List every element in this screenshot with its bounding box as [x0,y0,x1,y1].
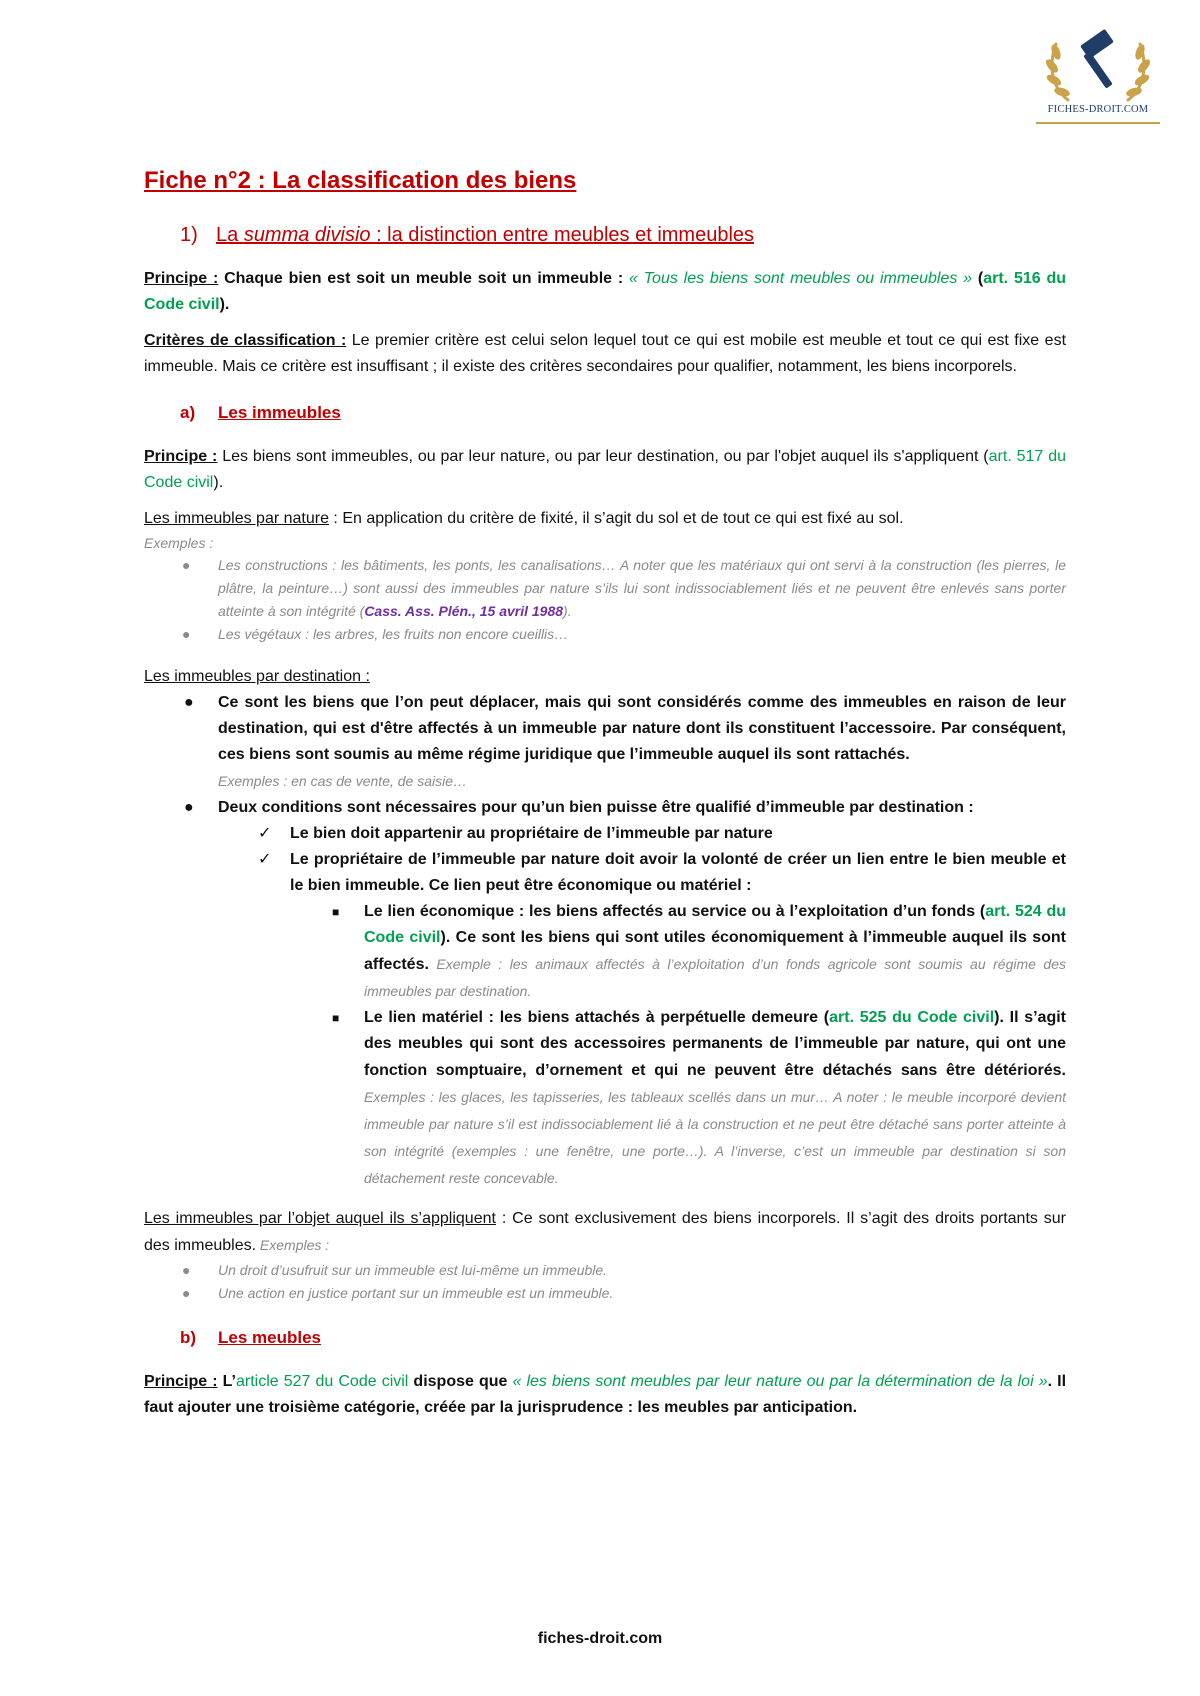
list-item [144,623,1066,646]
legal-reference: art. 524 du Code civil [364,903,1066,946]
paren-close: ). [213,474,224,491]
bullet-icon: ● [184,694,194,711]
principe-text: dispose que [408,1373,513,1390]
conditions-list [144,821,1066,899]
destination-heading [144,664,1066,690]
example-text: Exemples : les glaces, les tapisseries, les tableaux scellés dans un mur… A noter : le meuble incorporé devient immeuble par nature s’il est indissociablement lié à la construction et ne peut être détaché sans porter atteinte à son intégrité (exemples : une fenêtre, une porte…). A l’inverse, c’est un immeuble par destination si son détachement reste concevable. [364,1089,1066,1186]
principe-label: Principe : [144,448,218,465]
nature-paragraph [144,506,1066,532]
checkmark-icon: ✓ [258,851,272,868]
nature-examples-list [144,554,1066,646]
legal-reference: art. 516 du Code civil [144,270,1066,313]
bullet-icon: ● [182,1285,191,1301]
condition-text: Le bien doit appartenir au propriétaire de l’immeuble par nature [290,825,773,842]
checkmark-icon: ✓ [258,825,272,842]
lien-list [144,899,1066,1192]
principe-text-end: . Il faut ajouter une troisième catégorie, créée par la jurisprudence : les meubles par anticipation. [144,1373,1067,1416]
list-item [144,1005,1066,1192]
principe-text: L’ [217,1373,236,1390]
legal-reference: art. 517 du Code civil [144,448,1067,491]
paren-close: ). [563,603,572,619]
section-title-pre: La [216,224,244,246]
criteres-text: Le premier critère est celui selon lequel tout ce qui est mobile est meuble et tout ce qui est fixe est immeuble. Mais ce critère est insuffisant ; il existe des critères secondaires pour qualifier, notamment, les biens incorporels. [144,332,1067,375]
objet-examples-list [144,1259,1066,1305]
gavel-laurel-icon [1030,22,1166,134]
lien-text: Le lien matériel : les biens attachés à perpétuelle demeure ( [364,1009,830,1026]
objet-paragraph [144,1206,1066,1259]
examples-label: Exemples : [144,535,214,551]
example-text: Les végétaux : les arbres, les fruits non encore cueillis… [218,626,569,642]
section-number: 1) [180,224,198,246]
list-item [144,554,1066,623]
examples-label: Exemples : [256,1237,330,1253]
destination-list [144,690,1066,821]
example-text: Exemples : en cas de vente, de saisie… [218,773,468,789]
lien-text-end: ). Il s’agit des meubles qui sont des accessoires permanents de l’immeuble par nature, qui ont une fonction somptuaire, d’ornement et qui ne peuvent être détachés sans être détériorés. [364,1009,1066,1079]
principe-quote: « les biens sont meubles par leur nature ou par la détermination de la loi » [512,1373,1048,1390]
nature-text: : En application du critère de fixité, il s’agit du sol et de tout ce qui est fixé au sol. [328,510,904,527]
document-content [144,160,1066,1431]
section-b-heading [180,1325,1066,1351]
objet-text: : Ce sont exclusivement des biens incorporels. Il s’agit des droits portants sur des immeubles. [144,1210,1066,1254]
nature-label: Les immeubles par nature [144,510,329,527]
criteres-paragraph [144,328,1066,380]
section-title: Les meubles [218,1328,321,1347]
principe-text: Les biens sont immeubles, ou par leur nature, ou par leur destination, ou par l'objet auquel ils s'appliquent ( [217,448,989,465]
example-text: Les constructions : les bâtiments, les ponts, les canalisations… A noter que les matériaux qui ont servi à la construction (les pierres, le plâtre, la peinture…) sont aussi des immeubles par nature s’ils lui sont indissociablement liés et ne peuvent être enlevés sans porter atteinte à son intégrité ( [218,557,1066,619]
bullet-icon: ● [182,1262,191,1278]
list-item [144,847,1066,899]
principe-paragraph [144,266,1066,318]
section-title-italic: summa divisio [243,224,371,246]
page-footer: fiches-droit.com [537,1630,663,1647]
section-title: Les immeubles [218,403,341,422]
logo-divider [1036,122,1160,124]
meubles-principe-paragraph [144,1369,1066,1421]
principe-quote: « Tous les biens sont meubles ou immeubles » [629,270,973,287]
list-item [144,821,1066,847]
principe-text: Chaque bien est soit un meuble soit un immeuble : [218,270,630,287]
list-item [144,1259,1066,1282]
principe-label: Principe : [144,270,219,287]
destination-label: Les immeubles par destination : [144,668,370,685]
list-item [144,899,1066,1005]
list-item [144,690,1066,795]
legal-reference: article 527 du Code civil [235,1373,409,1390]
list-item [144,1282,1066,1305]
case-reference: Cass. Ass. Plén., 15 avril 1988 [364,603,564,619]
paren-close: ). [219,296,230,313]
example-text: Exemple : les animaux affectés à l’exploitation d’un fonds agricole sont soumis au régime des immeubles par destination. [364,956,1066,999]
section-number: a) [180,403,196,422]
point-text: Ce sont les biens que l’on peut déplacer, mais qui sont considérés comme des immeubles en raison de leur destination, qui est d'être affectés à un immeuble par nature dont ils constituent l’accessoire. Par conséquent, ces biens sont soumis au même régime juridique que l’immeuble auquel ils sont rattachés. [218,694,1066,763]
point-text: Deux conditions sont nécessaires pour qu’un bien puisse être qualifié d’immeuble par destination : [218,799,974,816]
legal-reference: art. 525 du Code civil [829,1009,995,1026]
lien-text-end: ). Ce sont les biens qui sont utiles économiquement à l’immeuble auquel ils sont affectés. [364,929,1067,973]
example-text: Un droit d’usufruit sur un immeuble est lui-même un immeuble. [218,1262,608,1278]
objet-label: Les immeubles par l’objet auquel ils s’appliquent [144,1210,496,1227]
page-title: Fiche n°2 : La classification des biens [144,167,577,194]
section-a-heading [180,400,1066,426]
section-number: b) [180,1328,197,1347]
section-title [216,222,754,248]
bullet-icon: ● [182,626,191,642]
section-title-post: : la distinction entre meubles et immeubles [370,224,755,246]
square-bullet-icon: ■ [332,905,340,919]
bullet-icon: ● [182,557,191,573]
criteres-label: Critères de classification : [144,332,347,349]
list-item [144,795,1066,821]
bullet-icon: ● [184,799,194,816]
paren-open: ( [972,270,984,287]
principe-label: Principe : [144,1373,218,1390]
square-bullet-icon: ■ [332,1011,340,1025]
lien-text: Le lien économique : les biens affectés au service ou à l’exploitation d’un fonds ( [364,903,986,920]
section-1-heading [180,222,1066,248]
example-text: Une action en justice portant sur un immeuble est un immeuble. [218,1285,614,1301]
immeubles-principe-paragraph [144,444,1066,496]
condition-text: Le propriétaire de l’immeuble par nature doit avoir la volonté de créer un lien entre le bien meuble et le bien immeuble. Ce lien peut être économique ou matériel : [290,851,1066,894]
logo-text: FICHES-DROIT.COM [1047,104,1149,115]
